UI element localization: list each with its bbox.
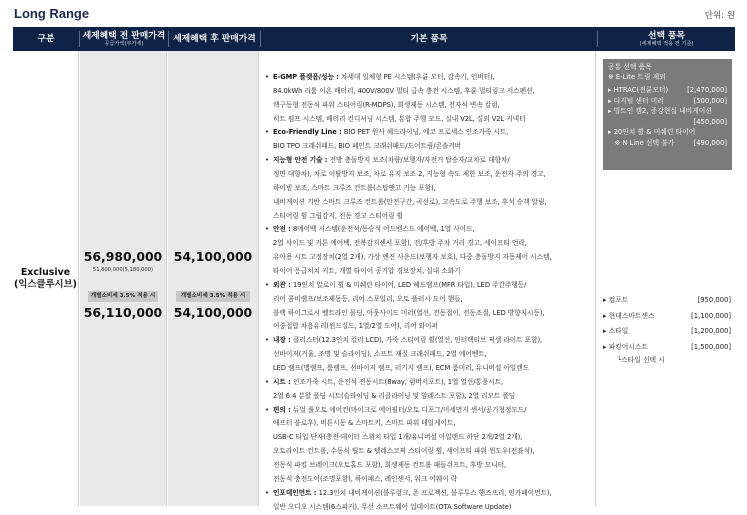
common-option-item <box>608 127 727 138</box>
header-option-label: 선택 품목 <box>647 30 686 41</box>
basic-item-line <box>273 417 595 431</box>
option-price: [1,500,000] <box>691 342 731 351</box>
basic-item <box>265 404 595 487</box>
common-options-box <box>603 59 732 170</box>
basic-item-line <box>273 320 595 334</box>
basic-item-text: 오토라이트 컨트롤, 수동식 틸트 & 텔레스코픽 스티어링 휠, 세이프티 파워 윈도우(전좌석), <box>273 447 535 456</box>
basic-item-category: 지능형 안전 기술 : <box>273 156 330 165</box>
basic-item-line <box>273 251 595 265</box>
basic-item-line <box>273 348 595 362</box>
pre-tax-price: 56,980,000 <box>83 249 163 264</box>
basic-item-line <box>273 404 595 418</box>
basic-item-line <box>273 237 595 251</box>
common-options-note: ※ E-Lite 트림 제외 <box>608 72 666 81</box>
common-option-item <box>608 85 727 96</box>
basic-item-text: 스티어링 휠 그립감지, 진동 경고 스티어링 휠 <box>273 211 403 220</box>
trim-name: Exclusive <box>20 266 71 278</box>
option-label: ▸ 현대스마트센스 <box>603 311 655 320</box>
basic-item-text: BIO TPO 크래쉬패드, BIO 페인트 크래쉬패드/도어트림/콘솔커버 <box>273 142 462 151</box>
table-header <box>13 27 735 51</box>
header-basic-label: 기본 품목 <box>410 34 448 44</box>
basic-item <box>265 154 595 223</box>
basic-item <box>265 334 595 376</box>
header-group-label: 구분 <box>37 34 55 44</box>
common-option-price: [490,000] <box>693 138 727 147</box>
header-pre-tax-label: 세제혜택 전 판매가격 <box>82 30 166 41</box>
basic-item-line <box>273 445 595 459</box>
option-item <box>603 340 731 356</box>
basic-item-text: 선바이저(거울, 조명 및 슬라이딩), 소프트 재질 크래쉬패드, 2열 에어벤트, <box>273 350 487 359</box>
basic-item-line <box>273 376 595 390</box>
basic-item-line <box>273 140 595 154</box>
consumption-pre-tax-price: 56,110,000 <box>83 305 163 320</box>
common-option-price: [2,470,000] <box>687 86 727 94</box>
header-post-tax-label: 세제혜택 후 판매가격 <box>173 34 256 44</box>
basic-items-cell <box>260 51 596 511</box>
basic-item-line <box>273 210 595 224</box>
basic-item <box>265 487 595 515</box>
basic-item <box>265 279 595 334</box>
option-label: ▸ 컴포트 <box>603 296 629 304</box>
basic-item-text: 정면 대향차), 차로 이탈방지 보조, 차로 유지 보조 2, 지능형 속도 제한 보조, 운전자 주의 경고, <box>273 170 546 179</box>
basic-item-text: 84.0kWh 리튬 이온 배터리, 400V/800V 멀티 급속 충전 시스템, 후륜 멀티링크 서스펜션, <box>273 86 535 95</box>
option-note: └스타일 선택 시 <box>617 356 665 364</box>
common-option-label: ▸ 20인치 휠 & 미쉐린 타이어 <box>608 128 696 136</box>
basic-item-text: 일반 오디오 시스템(6스피커), 무선 소프트웨어 업데이트(OTA Software Update) <box>273 502 512 511</box>
basic-item <box>265 223 595 278</box>
header-group <box>13 27 79 51</box>
basic-item-text: 유아용 시트 고정장치(2열 2개), 가상 엔진 사운드(보행자 보호), 다중 충돌방지 자동제어 시스템, <box>273 253 552 262</box>
options-list <box>603 293 731 365</box>
basic-item-text: USB-C 타입 단자(충전·데이터 스위치 타입 1개/유니버셜 아일랜드 하단 2개/2열 2개), <box>273 433 523 442</box>
post-tax-price: 54,100,000 <box>173 249 253 264</box>
basic-items-list <box>265 71 595 515</box>
options-cell <box>597 51 735 506</box>
common-option-item <box>608 96 727 107</box>
basic-item-line <box>273 99 595 113</box>
header-option-sub: (세제혜택 적용 전 기준) <box>639 40 694 47</box>
basic-item-text: 전동식 파킹 브레이크(오토홀드 포함), 회생제동 컨트롤 패들쉬프트, 후방 모니터, <box>273 461 507 470</box>
basic-item-line <box>273 265 595 279</box>
basic-item-line <box>273 390 595 404</box>
common-option-label: ▸ 빌트인 캠2, 증강현실 내비게이션 <box>608 107 712 115</box>
basic-item-line <box>273 168 595 182</box>
consumption-tax-badge: 개별소비세 3.5% 적용 시 <box>88 291 158 302</box>
basic-item-category: 내장 : <box>273 336 294 345</box>
basic-item-text: 히트 펌프 시스템, 배터리 컨디셔닝 시스템, 통합 주행 모드, 실내 V2L, 실외 V2L 커넥터 <box>273 114 526 123</box>
basic-item-category: Eco-Friendly Line : <box>273 128 344 137</box>
basic-item-line <box>273 487 595 501</box>
basic-item-text: 차세대 일체형 PE 시스템(후륜 모터, 감속기, 인버터), <box>341 73 495 81</box>
common-option-label: ▸ HTRAC(전륜모터) <box>608 86 669 94</box>
header-pre-tax <box>80 27 168 51</box>
common-option-item <box>608 138 727 149</box>
basic-item-text: 전방 충돌방지 보조(차량/보행자/자전거 탑승자/교차로 대향차/ <box>329 156 510 165</box>
basic-item-text: LED 램프(맵램프, 룸램프, 선바이저 램프, 러기지 램프), ECM 룸미러, 유니버셜 아일랜드 <box>273 364 530 373</box>
basic-item-line <box>273 501 595 515</box>
basic-item-category: 안전 : <box>273 225 294 234</box>
common-option-label: ▸ 디지털 센터 미러 <box>608 96 664 105</box>
basic-item-text: 인조가죽 시트, 운전석 전동시트(8way, 럼버서포트), 1열 열선/통풍시트, <box>293 377 504 386</box>
basic-item-text: 랙구동형 전동식 파워 스티어링(R-MDPS), 회생제동 시스템, 전자식 변속 칼럼, <box>273 100 500 109</box>
basic-item-category: 외관 : <box>273 280 294 289</box>
basic-item-line <box>273 85 595 99</box>
unit-label: 단위: 원 <box>704 11 735 21</box>
basic-item-line <box>273 307 595 321</box>
consumption-tax-badge: 개별소비세 3.5% 적용 시 <box>176 291 250 302</box>
basic-item-text: 타이어 응급처치 키트, 개별 타이어 공기압 경보장치, 실내 소화기 <box>273 267 461 276</box>
basic-item-text: BIO PET 원사 헤드라이닝, 에코 프로세스 인조가죽 시트, <box>343 128 509 137</box>
header-option <box>598 27 735 51</box>
option-price: [1,100,000] <box>691 311 731 320</box>
basic-item-line <box>273 182 595 196</box>
basic-item-line <box>273 473 595 487</box>
common-option-label: ※ N Line 선택 불가 <box>608 138 675 147</box>
trim-row <box>13 51 735 511</box>
basic-item <box>265 126 595 154</box>
basic-item-line <box>273 334 595 348</box>
basic-item-text: 이중접합 차음유리(윈드실드, 1열/2열 도어), 리어 와이퍼 <box>273 322 438 331</box>
option-label: ▸ 파킹어시스트 <box>603 342 648 351</box>
basic-item-category: 시트 : <box>273 377 294 386</box>
basic-item <box>265 376 595 404</box>
header-post-tax <box>169 27 260 51</box>
basic-item-text: 듀얼 풀오토 에어컨(마이크로 에어필터/오토 디포그/미세먼지 센서/공기청정모드/ <box>293 405 527 414</box>
option-item <box>603 293 731 309</box>
basic-item-text: 12.3인치 내비게이션(블루링크, 폰 프로젝션, 블루투스 핸즈프리, 인카페이먼트), <box>318 488 552 497</box>
common-options-title: 공통 선택 품목 <box>608 63 652 71</box>
option-price: [1,200,000] <box>691 327 731 335</box>
page-title: Long Range <box>14 6 90 21</box>
pre-tax-breakdown: 51,800,000(5,180,000) <box>92 267 154 273</box>
common-option-item <box>608 106 727 117</box>
basic-item-text: 2열 6:4 분할 폴딩 시트(슬라이딩 & 리클라이닝 및 암레스트 포함), 2열 리모트 폴딩 <box>273 391 516 400</box>
basic-item-line <box>273 362 595 376</box>
basic-item-text: 리어 콤비램프/보조제동등, 리어 스포일러, 오토 플러시 도어 핸들, <box>273 294 463 303</box>
option-price: [950,000] <box>697 296 731 304</box>
trim-name-korean: (익스클루시브) <box>14 278 77 290</box>
header-basic <box>261 27 597 51</box>
basic-item-text: 19인치 알로이 휠 & 미쉐린 타이어, LED 헤드램프(MFR 타입), LED 주간주행등/ <box>293 280 527 289</box>
option-item <box>603 309 731 325</box>
basic-item-text: 8에어백 시스템(운전석/동승석 어드밴스드 에어백, 1열 사이드, <box>293 225 475 234</box>
basic-item-category: 인포테인먼트 : <box>273 488 319 497</box>
basic-item-text: 2열 사이드 및 커튼 에어백, 전복감지센서 포함), 전/후방 주차 거리 경고, 세이프티 언락, <box>273 239 527 248</box>
post-tax-price-cell <box>168 51 259 506</box>
basic-item-line <box>273 293 595 307</box>
option-label: ▸ 스타일 <box>603 327 629 335</box>
basic-item-line <box>273 154 595 168</box>
option-item <box>603 324 731 340</box>
common-option-price: [450,000] <box>693 117 727 126</box>
basic-item-line <box>273 223 595 237</box>
basic-item <box>265 71 595 126</box>
common-option-item <box>608 117 727 128</box>
basic-item-line <box>273 459 595 473</box>
basic-item-category: 편의 : <box>273 405 294 414</box>
basic-item-line <box>273 126 595 140</box>
basic-item-text: 전동식 충전도어(조명포함), 하이패스, 레인센서, 워크 어웨이 락 <box>273 474 458 483</box>
basic-item-category: E-GMP 플랫폼/성능 : <box>273 73 342 81</box>
basic-item-line <box>273 431 595 445</box>
header-pre-tax-sub: 공급가액(부가세) <box>104 40 144 47</box>
basic-item-text: 클러스터(12.3인치 컬러 LCD), 가죽 스티어링 휠(열선, 인터랙티브 픽셀 라이트 포함), <box>293 336 543 345</box>
basic-item-text: 애프터 블로우), 버튼시동 & 스마트키, 스마트 파워 테일게이트, <box>273 419 456 428</box>
trim-name-cell <box>13 51 79 506</box>
common-option-price: [500,000] <box>693 96 727 105</box>
basic-item-line <box>273 196 595 210</box>
basic-item-line <box>273 279 595 293</box>
basic-item-line <box>273 113 595 127</box>
basic-item-text: 하이빔 보조, 스마트 크루즈 컨트롤(스탑앤고 기능 포함), <box>273 183 436 192</box>
basic-item-line <box>273 71 595 85</box>
basic-item-text: 내비게이션 기반 스마트 크루즈 컨트롤(안전구간, 곡선로), 고속도로 주행 보조, 후석 승객 알림, <box>273 197 547 206</box>
basic-item-text: 블랙 하이그로시 벨트라인 몰딩, 아웃사이드 미러(열선, 전동접이, 전동조절, LED 방향지시등), <box>273 308 545 317</box>
pre-tax-price-cell <box>80 51 167 506</box>
consumption-post-tax-price: 54,100,000 <box>173 305 253 320</box>
